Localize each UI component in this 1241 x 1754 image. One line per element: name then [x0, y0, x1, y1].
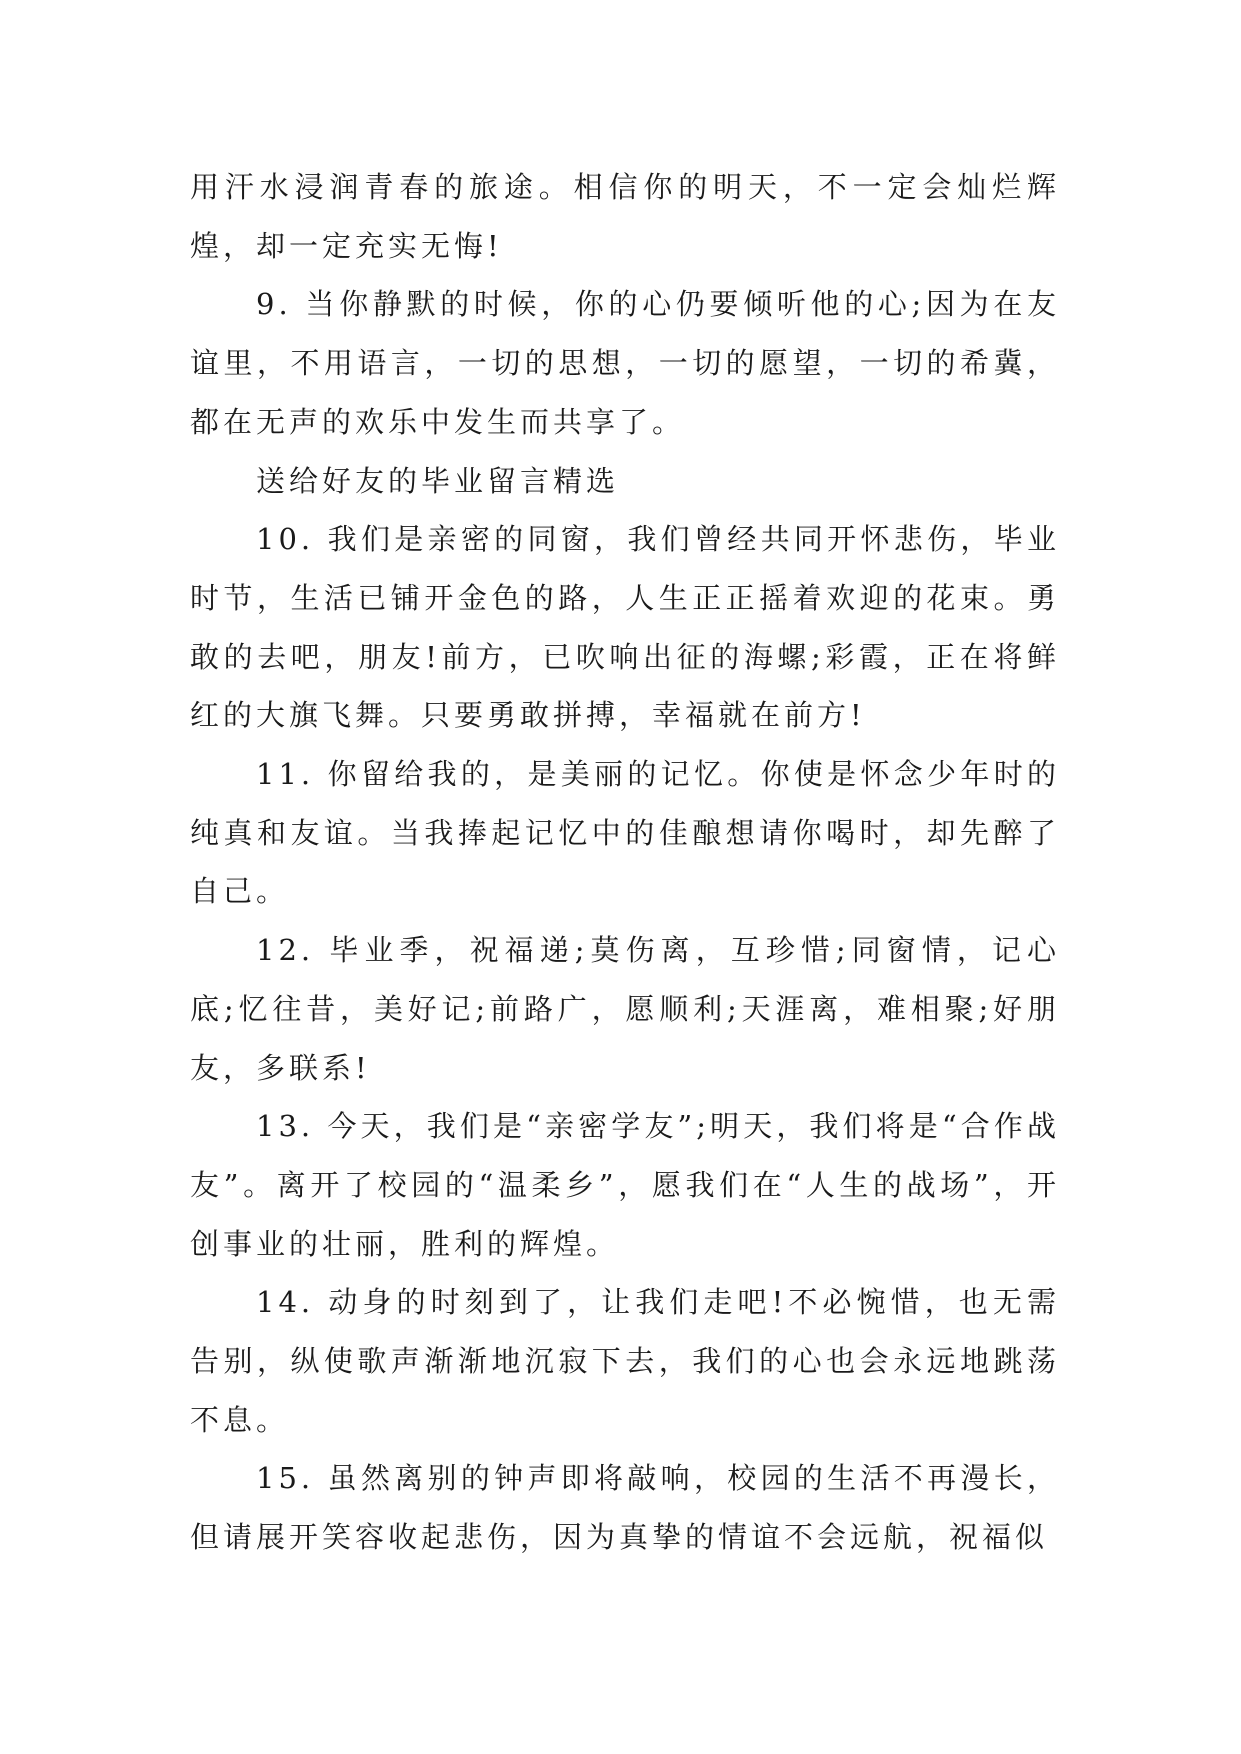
paragraph-item-15: 15. 虽然离别的钟声即将敲响，校园的生活不再漫长，但请展开笑容收起悲伤，因为真挚的情谊不会远航，祝福似 [190, 1461, 1060, 1555]
paragraph-item-9: 9. 当你静默的时候，你的心仍要倾听他的心;因为在友谊里，不用语言，一切的思想，一切的愿望，一切的希冀，都在无声的欢乐中发生而共享了。 [190, 287, 1060, 439]
paragraph-item-11: 11. 你留给我的，是美丽的记忆。你使是怀念少年时的纯真和友谊。当我捧起记忆中的佳酿想请你喝时，却先醉了自己。 [190, 757, 1060, 909]
paragraph-item-13: 13. 今天，我们是“亲密学友”;明天，我们将是“合作战友”。离开了校园的“温柔乡”，愿我们在“人生的战场”，开创事业的壮丽，胜利的辉煌。 [190, 1109, 1060, 1261]
document-body [190, 158, 1060, 1567]
paragraph-item-10: 10. 我们是亲密的同窗，我们曾经共同开怀悲伤，毕业时节，生活已铺开金色的路，人生正正摇着欢迎的花束。勇敢的去吧，朋友!前方，已吹响出征的海螺;彩霞，正在将鲜红的大旗飞舞。只要勇敢拼搏，幸福就在前方! [190, 522, 1060, 733]
section-heading: 送给好友的毕业留言精选 [256, 463, 620, 498]
paragraph-item-14: 14. 动身的时刻到了，让我们走吧!不必惋惜，也无需告别，纵使歌声渐渐地沉寂下去，我们的心也会永远地跳荡不息。 [190, 1285, 1060, 1437]
paragraph-continuation: 用汗水浸润青春的旅途。相信你的明天，不一定会灿烂辉煌，却一定充实无悔! [190, 170, 1060, 263]
paragraph-item-12: 12. 毕业季，祝福递;莫伤离，互珍惜;同窗情，记心底;忆往昔，美好记;前路广，愿顺利;天涯离，难相聚;好朋友，多联系! [190, 933, 1060, 1085]
